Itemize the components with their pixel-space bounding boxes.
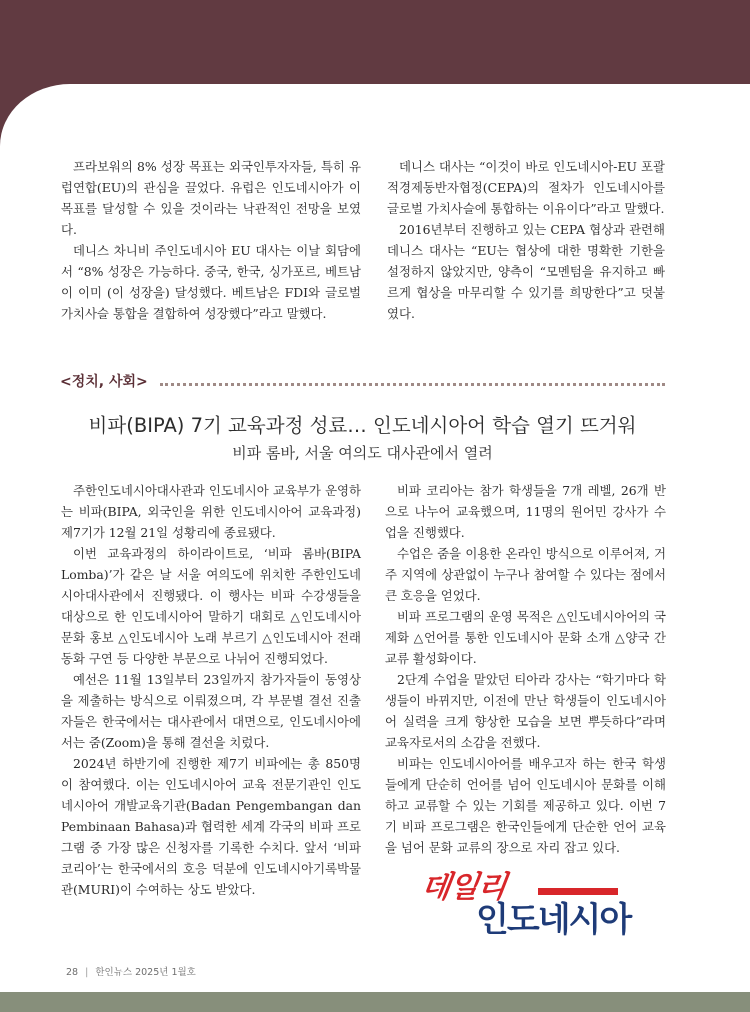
paragraph: 수업은 줌을 이용한 온라인 방식으로 이루어져, 거주 지역에 상관없이 누구나 참여할 수 있다는 점에서 큰 호응을 얻었다. xyxy=(385,546,666,603)
page-number: 28 xyxy=(66,967,79,978)
paragraph: 2016년부터 진행하고 있는 CEPA 협상과 관련해 데니스 대사는 “EU는 협상에 대한 명확한 기한을 설정하지 않았지만, 양측이 “모멘텀을 유지하고 빠르게 협상을 마무리할 수 있기를 희망한다”고 덧붙였다. xyxy=(387,222,665,321)
paragraph: 데니스 차니비 주인도네시아 EU 대사는 이날 회담에서 “8% 성장은 가능하다. 중국, 한국, 싱가포르, 베트남이 이미 (이 성장을) 달성했다. 베트남은 FDI와 글로벌 가치사슬 통합을 결합하여 성장했다”라고 말했다. xyxy=(61,243,361,321)
page-footer xyxy=(66,964,196,978)
article-subheadline: 비파 롬바, 서울 여의도 대사관에서 열려 xyxy=(232,444,493,462)
section-label: <정치, 사회> xyxy=(60,374,148,390)
paragraph: 2024년 하반기에 진행한 제7기 비파에는 총 850명이 참여했다. 이는 인도네시아어 교육 전문기관인 인도네시아어 개발교육기관(Badan Pengembangan dan Pembinaan Bahasa)과 협력한 세계 각국의 비파 프로그램 중 가장 많은 신청자를 기록한 수치다. 앞서 ‘비파 코리아’는 한국에서의 호응 덕분에 인도네시아기록박물관(MURI)이 수여하는 상도 받았다. xyxy=(61,756,361,897)
paragraph: 데니스 대사는 “이것이 바로 인도네시아-EU 포괄적경제동반자협정(CEPA)의 절차가 인도네시아를 글로벌 가치사슬에 통합하는 이유이다”라고 말했다. xyxy=(387,159,665,216)
paragraph: 이번 교육과정의 하이라이트로, ‘비파 롬바(BIPA Lomba)’가 같은 날 서울 여의도에 위치한 주한인도네시아대사관에서 진행됐다. 이 행사는 비파 수강생들을 대상으로 한 인도네시아어 말하기 대회로 △인도네시아 문화 홍보 △인도네시아 노래 부르기 △인도네시아 전래동화 구연 등 다양한 부문으로 나뉘어 진행되었다. xyxy=(61,546,361,666)
footer-separator: | xyxy=(85,967,89,978)
article-right-column xyxy=(385,480,666,858)
paragraph: 주한인도네시아대사관과 인도네시아 교육부가 운영하는 비파(BIPA, 외국인을 위한 인도네시아어 교육과정) 제7기가 12월 21일 성황리에 종료됐다. xyxy=(61,483,361,540)
top-right-column xyxy=(387,156,665,324)
logo-main-text: 인도네시아 xyxy=(476,900,631,940)
footer-band xyxy=(0,992,750,1012)
daily-indonesia-logo xyxy=(419,862,631,944)
article-headline: 비파(BIPA) 7기 교육과정 성료… 인도네시아어 학습 열기 뜨거워 xyxy=(88,414,637,437)
paragraph: 2단계 수업을 맡았던 티아라 강사는 “학기마다 학생들이 바뀌지만, 이전에 만난 학생들이 인도네시아어 실력을 크게 향상한 모습을 보면 뿌듯하다”라며 교육자로서의 소감을 전했다. xyxy=(385,672,666,750)
article-left-column xyxy=(61,480,361,900)
section-divider xyxy=(160,383,665,386)
paragraph: 비파는 인도네시아어를 배우고자 하는 한국 학생들에게 단순히 언어를 넘어 인도네시아 문화를 이해하고 교류할 수 있는 기회를 제공하고 있다. 이번 7기 비파 프로그램은 한국인들에게 단순한 언어 교육을 넘어 문화 교류의 장으로 자리 잡고 있다. xyxy=(385,756,666,855)
paragraph: 예선은 11월 13일부터 23일까지 참가자들이 동영상을 제출하는 방식으로 이뤄졌으며, 각 부문별 결선 진출자들은 한국에서는 대사관에서 대면으로, 인도네시아에서는 줌(Zoom)을 통해 결선을 치렀다. xyxy=(61,672,361,750)
paragraph: 프라보워의 8% 성장 목표는 외국인투자자들, 특히 유럽연합(EU)의 관심을 끌었다. 유럽은 인도네시아가 이 목표를 달성할 수 있을 것이라는 낙관적인 전망을 보였다. xyxy=(61,159,361,237)
issue-label: 한인뉴스 2025년 1월호 xyxy=(95,967,196,978)
paragraph: 비파 코리아는 참가 학생들을 7개 레벨, 26개 반으로 나누어 교육했으며, 11명의 원어민 강사가 수업을 진행했다. xyxy=(385,483,666,540)
logo-script-text: 데일리 xyxy=(419,870,508,905)
paragraph: 비파 프로그램의 운영 목적은 △인도네시아어의 국제화 △언어를 통한 인도네시아 문화 소개 △양국 간 교류 활성화이다. xyxy=(385,609,666,666)
top-left-column xyxy=(61,156,361,324)
